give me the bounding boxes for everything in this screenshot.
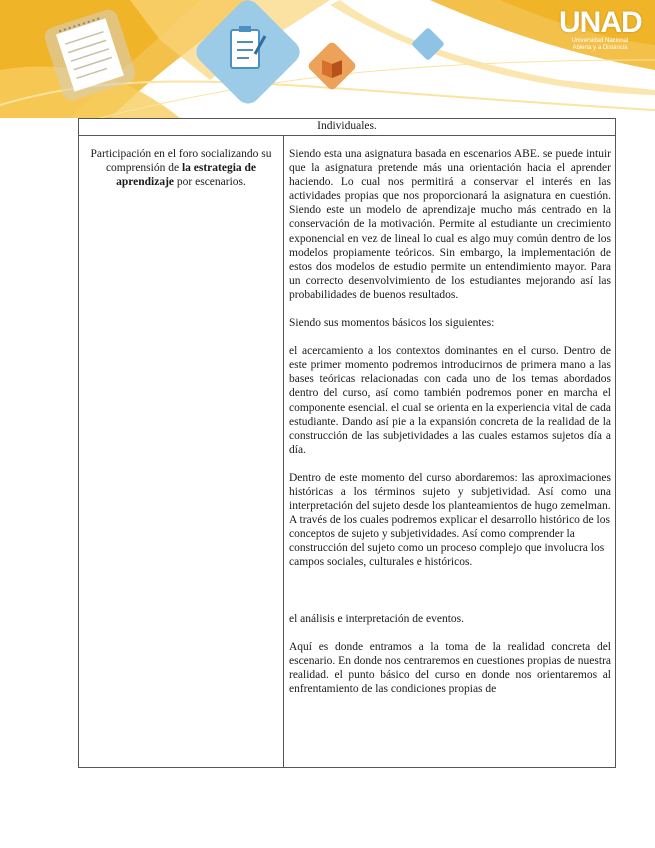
- unad-logo: [559, 8, 641, 52]
- table-header: Individuales.: [79, 119, 615, 136]
- paragraph: Dentro de este momento del curso abordaremos: las aproximaciones históricas a los términos sujeto y subjetividad. Así como una interpretación del sujeto desde los planteamientos de hugo zemelman.: [289, 471, 611, 513]
- content-table: [78, 118, 616, 768]
- logo-subtitle-2: Abierta y a Distancia: [572, 45, 628, 51]
- banner-artwork: [0, 0, 655, 118]
- paragraph: A través de los cuales podremos explicar el desarrollo histórico de los conceptos de sujeto y subjetividades. Así como comprender la construcción del sujeto como un proceso complejo que involucra los campos sociales, culturales e históricos.: [289, 514, 610, 569]
- paragraph: el análisis e interpretación de eventos.: [289, 612, 464, 625]
- paragraph: Siendo sus momentos básicos los siguientes:: [289, 317, 495, 330]
- left-cell-text-end: por escenarios.: [174, 176, 246, 188]
- left-cell: [85, 147, 277, 189]
- left-cell-bold: la estrategia de aprendizaje: [116, 162, 257, 188]
- right-cell: [289, 147, 611, 696]
- paragraph: Siendo esta una asignatura basada en escenarios ABE. se puede intuir que la asignatura pretende más una orientación hacia el aprender haciendo. Lo cual nos permitirá a conservar el interés en las actividades propias que nos proporcionará la asignatura en cuestión. Siendo este un modelo de aprendizaje mucho más centrado en la conservación de la motivación. Permite al estudiante un crecimiento exponencial en vez de lineal lo cual es algo muy común dentro de los modelos propiamente teóricos. Sin embargo, la implementación de estos dos modelos de estudio permite un entendimiento mayor. Para un correcto desenvolvimiento de los estudiantes mejorando así las probabilidades de buenos resultados.: [289, 148, 611, 301]
- paragraph: Aquí es donde entramos a la toma de la realidad concreta del escenario. En donde nos centraremos en cuestiones propias de nuestra realidad. el punto básico del curso en donde nos orientaremos al enfrentamiento de las condiciones propias de: [289, 640, 611, 695]
- logo-text: UNAD: [559, 6, 642, 39]
- header-banner: [0, 0, 655, 118]
- column-divider: [283, 135, 284, 767]
- logo-subtitle-1: Universidad Nacional: [571, 38, 629, 44]
- paragraph: el acercamiento a los contextos dominantes en el curso. Dentro de este primer momento podremos introducirnos de primera mano a las bases teóricas relacionadas con cada uno de los temas abordados dentro del curso, así como también podremos poner en marcha el componente esencial. el cual se orienta en la experiencia vital de cada estudiante. Dando así pie a la expansión concreta de la realidad de la construcción de las subjetividades a las cuales estamos sujetos día a día.: [289, 345, 611, 456]
- left-cell-text: Participación en el foro socializando su comprensión de: [90, 148, 272, 174]
